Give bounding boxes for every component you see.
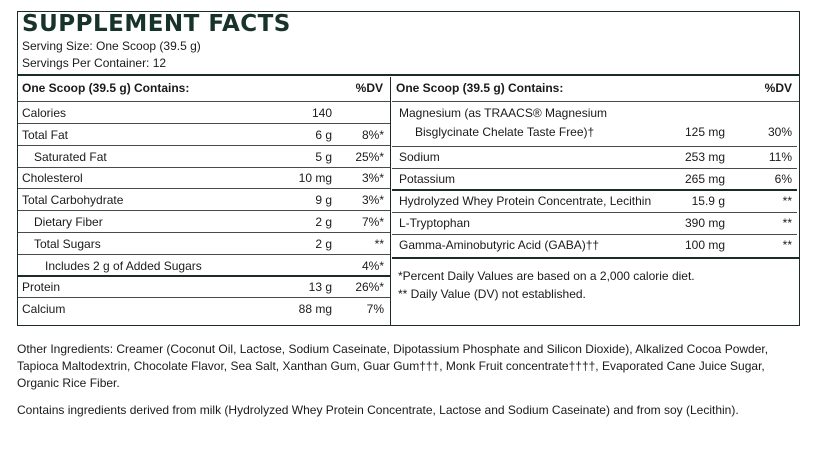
nutrient-name: Total Carbohydrate — [22, 193, 124, 208]
nutrient-dv: 7%* — [361, 215, 384, 229]
left-header-rule — [18, 101, 390, 102]
right-table-row — [392, 103, 797, 147]
nutrient-name: Includes 2 g of Added Sugars — [45, 258, 202, 273]
right-table-row — [392, 235, 797, 257]
nutrient-name: Calcium — [22, 302, 66, 317]
row-separator — [18, 275, 390, 277]
other-ingredients-line: Other Ingredients: Creamer (Coconut Oil, Lactose, Sodium Caseinate, Dipotassium Phosphate and Silicon Dioxide), Alkalized Cocoa Powder, — [17, 342, 769, 356]
right-column-header — [392, 78, 797, 99]
nutrient-name: Sodium — [399, 150, 440, 164]
nutrient-amount: 5 g — [315, 149, 332, 164]
top-divider — [18, 74, 799, 76]
nutrient-dv: 25%* — [355, 149, 384, 164]
left-table-row — [18, 190, 390, 211]
nutrient-amount: 15.9 g — [691, 194, 725, 208]
allergen-statement: Contains ingredients derived from milk (Hydrolyzed Whey Protein Concentrate, Lactose and Sodium Caseinate) and from soy (Lecithin). — [17, 403, 739, 417]
nutrient-name: Protein — [22, 280, 61, 295]
supplement-facts-panel — [17, 11, 800, 326]
nutrient-dv: ** — [782, 238, 792, 252]
nutrient-amount: 265 mg — [684, 172, 725, 186]
right-header-label: One Scoop (39.5 g) Contains: — [396, 81, 564, 95]
nutrient-dv: 3%* — [361, 171, 384, 186]
nutrient-name: Total Sugars — [34, 236, 101, 251]
other-ingredients-line: Tapioca Maltodextrin, Chocolate Flavor, Sea Salt, Xanthan Gum, Guar Gum†††, Monk Fruit concentrate††††, Evaporated Cane Juice Sugar, — [17, 359, 765, 373]
nutrient-amount: 100 mg — [684, 238, 725, 252]
other-ingredients — [17, 341, 768, 392]
left-table-row — [18, 125, 390, 146]
nutrient-name: L-Tryptophan — [399, 216, 470, 230]
nutrient-name-continued: Bisglycinate Chelate Taste Free)† — [415, 125, 595, 139]
left-table-row — [18, 212, 390, 233]
footnote-percent-dv: *Percent Daily Values are based on a 2,000 calorie diet. — [398, 269, 695, 283]
left-table-row — [18, 256, 390, 277]
nutrient-dv: 26%* — [355, 280, 384, 295]
nutrient-dv: 30% — [767, 125, 792, 139]
nutrient-amount: 140 — [311, 106, 332, 120]
left-table-row — [18, 277, 390, 298]
nutrient-amount: 2 g — [315, 236, 332, 251]
nutrient-amount: 88 mg — [298, 302, 332, 317]
nutrient-amount: 2 g — [315, 215, 332, 229]
left-table-row — [18, 103, 390, 124]
nutrient-name: Dietary Fiber — [34, 215, 103, 229]
nutrient-name: Potassium — [399, 172, 456, 186]
nutrient-dv: 3%* — [361, 193, 384, 208]
right-table-row — [392, 191, 797, 213]
nutrient-dv: 8%* — [361, 127, 384, 142]
left-table-row — [18, 299, 390, 320]
right-header-dv: %DV — [764, 81, 792, 95]
nutrient-amount: 253 mg — [684, 150, 725, 164]
nutrient-amount: 13 g — [308, 280, 332, 295]
footnote-dv-not-established: ** Daily Value (DV) not established. — [398, 287, 586, 301]
left-table-row — [18, 234, 390, 255]
nutrient-dv: 11% — [768, 150, 792, 164]
left-table-row — [18, 147, 390, 168]
nutrient-dv: 6% — [774, 172, 792, 186]
right-table-row — [392, 169, 797, 191]
left-header-label: One Scoop (39.5 g) Contains: — [22, 81, 190, 95]
nutrient-amount: 6 g — [315, 127, 332, 142]
nutrient-name: Magnesium (as TRAACS® Magnesium — [399, 106, 608, 120]
nutrient-amount: 10 mg — [298, 171, 332, 186]
nutrient-name: Cholesterol — [22, 171, 83, 186]
nutrient-name: Total Fat — [22, 127, 69, 142]
right-header-rule — [392, 101, 799, 102]
nutrient-name: Calories — [22, 106, 67, 120]
nutrient-amount: 390 mg — [684, 216, 725, 230]
nutrient-dv: ** — [374, 236, 384, 251]
nutrient-name: Gamma-Aminobutyric Acid (GABA)†† — [399, 238, 600, 252]
nutrient-name: Hydrolyzed Whey Protein Concentrate, Lecithin — [399, 194, 652, 208]
serving-size: Serving Size: One Scoop (39.5 g) — [22, 39, 201, 53]
nutrient-amount: 9 g — [315, 193, 332, 208]
right-table-row — [392, 213, 797, 235]
nutrient-dv: 7% — [366, 302, 384, 317]
nutrient-amount: 125 mg — [684, 125, 725, 139]
left-column-header — [18, 78, 390, 99]
left-header-dv: %DV — [355, 81, 383, 95]
left-table-row — [18, 168, 390, 189]
nutrient-dv: ** — [782, 216, 792, 230]
nutrient-dv: 4%* — [361, 258, 384, 273]
right-table-bottom-rule — [392, 257, 799, 259]
nutrient-name: Saturated Fat — [34, 149, 107, 164]
right-table-row — [392, 147, 797, 169]
nutrient-dv: ** — [782, 194, 792, 208]
servings-per-container: Servings Per Container: 12 — [22, 56, 167, 70]
other-ingredients-line: Organic Rice Fiber. — [17, 376, 120, 390]
column-divider — [390, 77, 391, 325]
panel-title: SUPPLEMENT FACTS — [22, 11, 291, 37]
